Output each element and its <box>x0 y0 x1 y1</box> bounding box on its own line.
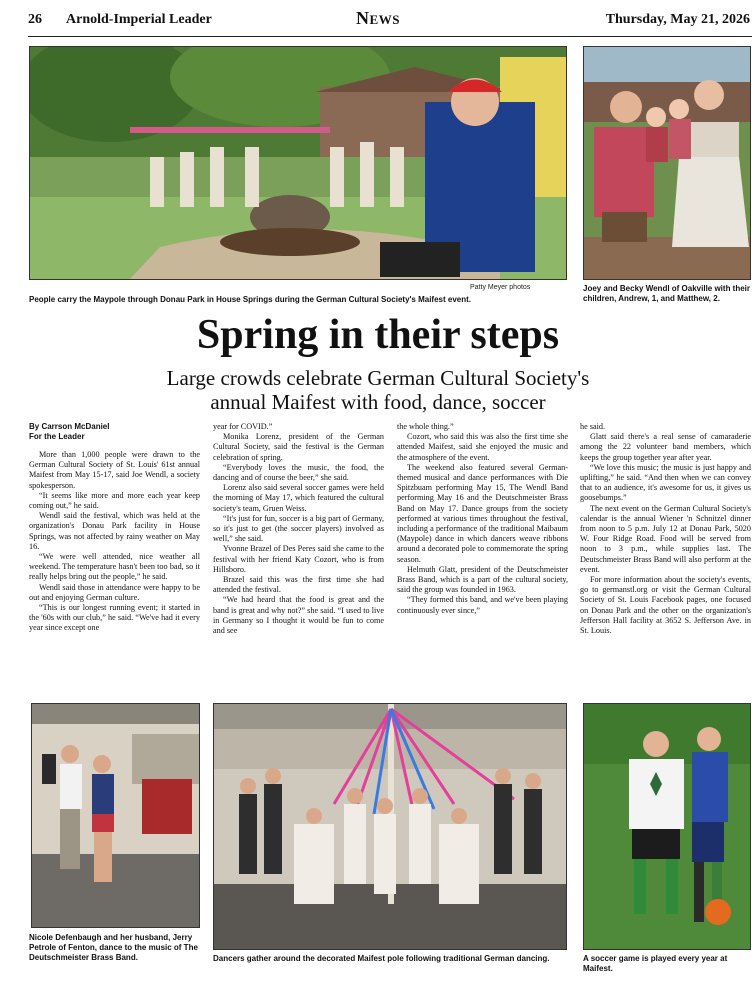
byline-author: By Carrson McDaniel <box>29 422 110 431</box>
article-column-4 <box>580 422 751 636</box>
paragraph: “We had heard that the food is great and the band is great and why not?” she said. “I used to live in Germany so I thought it would be fun to come and see <box>213 595 384 636</box>
paragraph: “It seems like more and more each year keep coming out,” he said. <box>29 490 200 511</box>
subheadline <box>0 366 756 414</box>
paragraph: “They formed this band, and we've been playing continuously ever since,” <box>397 595 568 615</box>
caption-wendl-family: Joey and Becky Wendl of Oakville with their children, Andrew, 1, and Matthew, 2. <box>583 284 751 303</box>
paragraph: “It's just for fun, soccer is a big part of Germany, so it's just to get (the soccer players) involved as well,” she said. <box>213 513 384 544</box>
paragraph: Lorenz also said several soccer games were held the morning of May 17, which featured the cultural society's team, Gruen Weiss. <box>213 483 384 513</box>
paragraph: Helmuth Glatt, president of the Deutschmeister Brass Band, which is a part of the cultural society, said the group was founded in 1963. <box>397 564 568 595</box>
paragraph: “We love this music; the music is just happy and uplifting,” he said. “And then when we can convey that to an audience, it's awesome for us, it gives us goosebumps.” <box>580 462 751 503</box>
paragraph: More than 1,000 people were drawn to the German Cultural Society of St. Louis' 61st annual Maifest from May 15-17, said Joe Wendl, a society spokesperson. <box>29 450 200 490</box>
headline: Spring in their steps <box>196 312 560 358</box>
photo-maypole-procession <box>29 46 567 280</box>
photo-couple-dancing <box>31 703 200 928</box>
photo-credit: Patty Meyer photos <box>470 284 531 291</box>
paragraph: “We were well attended, nice weather all weekend. The temperature hasn't been too bad, so it really helps bring out the people,” he said. <box>29 552 200 582</box>
paragraph: “Everybody loves the music, the food, the dancing and of course the beer,” she said. <box>213 462 384 483</box>
article-column-2 <box>213 422 384 636</box>
paragraph: Brazel said this was the first time she had attended the festival. <box>213 575 384 595</box>
paragraph: “This is our longest running event; it started in the '60s with our club,” he said. “We've had it every year since except one <box>29 603 200 633</box>
paragraph: For more information about the society's events, go to germanstl.org or visit the German Cultural Society of St. Louis Facebook pages, one focused on Donau Park and the other on the organization's Jefferson Hall facility at 3652 S. Jefferson Ave. in St. Louis. <box>580 575 751 636</box>
section-label: News <box>356 8 400 28</box>
article-column-3 <box>397 422 568 616</box>
paragraph: Wendl said the festival, which was held at the organization's Donau Park facility in House Springs, was not affected by rainy weather on May 16. <box>29 511 200 551</box>
page-number: 26 <box>28 12 42 27</box>
byline <box>29 422 200 442</box>
paragraph: he said. <box>580 422 606 431</box>
subheadline-line-2: annual Maifest with food, dance, soccer <box>210 390 546 414</box>
paragraph: the whole thing.” <box>397 422 454 431</box>
header-rule <box>28 36 752 37</box>
photo-maypole-dancers <box>213 703 567 950</box>
paragraph: Yvonne Brazel of Des Peres said she came to the festival with her friend Katy Cozort, who is from Hillsboro. <box>213 544 384 574</box>
paragraph: Monika Lorenz, president of the German Cultural Society, said the festival is the German celebration of spring. <box>213 432 384 462</box>
caption-maypole-procession: People carry the Maypole through Donau Park in House Springs during the German Cultural Society's Maifest event. <box>29 295 471 304</box>
newspaper-name: Arnold-Imperial Leader <box>66 12 212 27</box>
photo-wendl-family <box>583 46 751 280</box>
caption-soccer-game: A soccer game is played every year at Maifest. <box>583 954 728 973</box>
article-column-1 <box>29 422 200 634</box>
page-header <box>0 0 756 38</box>
byline-outlet: For the Leader <box>29 432 85 441</box>
paragraph: Cozort, who said this was also the first time she attended Maifest, said she enjoyed the music and the atmosphere of the event. <box>397 432 568 462</box>
caption-couple-dancing: Nicole Defenbaugh and her husband, Jerry Petrole of Fenton, dance to the music of The Deutschmeister Brass Band. <box>29 933 198 962</box>
paragraph: The weekend also featured several German-themed musical and dance performances with Die Spitzbuam performing May 15, The Wendl Band performing May 16 and the Deutschmeister Brass Band on May 17. Dance groups from the society performed at various times throughout the festival, including a performance of the traditional Maibaum (Maypole) dance in which dancers weave ribbons around a decorated pole to commemorate the spring season. <box>397 462 568 564</box>
paragraph: Wendl said those in attendance were happy to be out and enjoying German culture. <box>29 582 200 602</box>
paragraph: year for COVID.” <box>213 422 273 431</box>
photo-soccer-game <box>583 703 751 950</box>
paragraph: The next event on the German Cultural Society's calendar is the annual Wiener 'n Schnitzel dinner from noon to 5 p.m. July 12 at Donau Park, 5020 W. Four Ridge Road. Food will be served from noon to 3 p.m., while supplies last. The Deutschmeister Brass Band will also perform at the event. <box>580 503 751 574</box>
paragraph: Glatt said there's a real sense of camaraderie among the 22 volunteer band members, which keeps the group together year after year. <box>580 432 751 462</box>
issue-date: Thursday, May 21, 2026 <box>605 12 750 27</box>
caption-maypole-dancers: Dancers gather around the decorated Maifest pole following traditional German dancing. <box>213 954 550 963</box>
subheadline-line-1: Large crowds celebrate German Cultural Society's <box>166 366 590 390</box>
